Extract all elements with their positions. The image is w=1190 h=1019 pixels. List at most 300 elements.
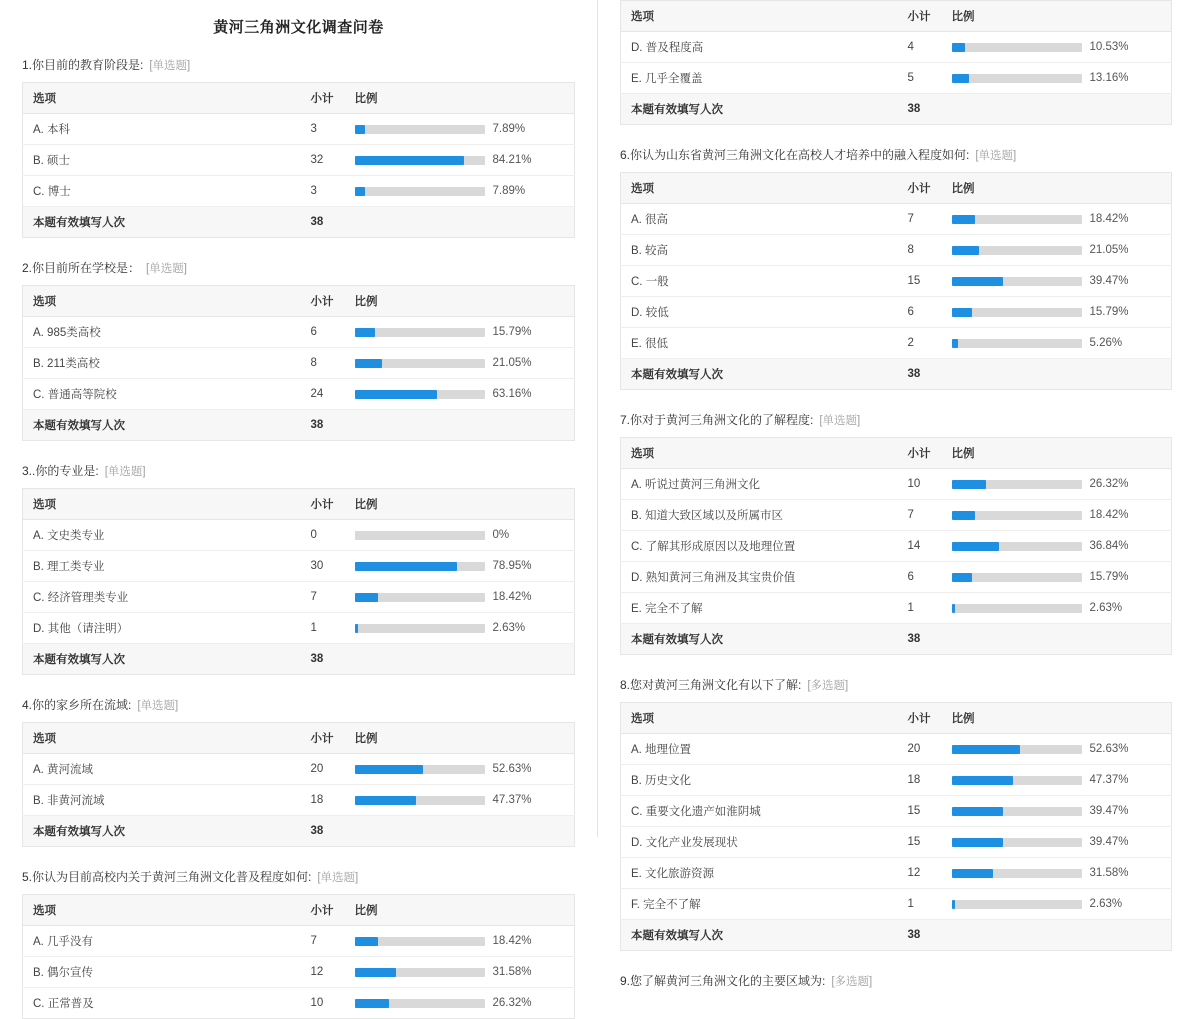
ratio-cell: [942, 204, 1172, 235]
question-text: 4.你的家乡所在流域:: [22, 698, 132, 712]
table-row: [23, 145, 575, 176]
ratio-bar: [355, 154, 565, 166]
option-cell: C. 普通高等院校: [23, 379, 301, 410]
results-table: [22, 82, 575, 238]
column-header-ratio: 比例: [345, 83, 575, 114]
column-header-count: 小计: [301, 83, 345, 114]
table-total-row: [621, 920, 1172, 951]
total-blank: [345, 410, 575, 441]
column-header-option: 选项: [621, 1, 898, 32]
bar-track: [952, 869, 1082, 878]
option-cell: C. 经济管理类专业: [23, 582, 301, 613]
bar-fill: [355, 187, 365, 196]
ratio-label: 7.89%: [492, 185, 526, 197]
ratio-label: 21.05%: [1089, 244, 1129, 256]
table-row: [621, 858, 1172, 889]
column-header-ratio: 比例: [942, 1, 1172, 32]
option-cell: C. 一般: [621, 266, 898, 297]
ratio-cell: [942, 593, 1172, 624]
question-type: [单选题]: [104, 466, 146, 478]
option-cell: F. 完全不了解: [621, 889, 898, 920]
count-cell: 24: [301, 379, 345, 410]
ratio-cell: [345, 582, 575, 613]
ratio-cell: [942, 32, 1172, 63]
table-header-row: [23, 489, 575, 520]
ratio-bar: [952, 898, 1162, 910]
ratio-cell: [942, 531, 1172, 562]
ratio-label: 18.42%: [492, 935, 532, 947]
question-heading: [22, 697, 575, 714]
table-row: [621, 796, 1172, 827]
option-cell: D. 其他（请注明）: [23, 613, 301, 644]
results-table: [620, 172, 1172, 390]
option-cell: E. 完全不了解: [621, 593, 898, 624]
table-total-row: [23, 644, 575, 675]
table-header-row: [23, 895, 575, 926]
ratio-cell: [942, 562, 1172, 593]
ratio-label: 47.37%: [492, 794, 532, 806]
total-value: 38: [301, 207, 345, 238]
question-text: 2.你目前所在学校是：: [22, 261, 141, 275]
total-blank: [345, 816, 575, 847]
ratio-cell: [942, 796, 1172, 827]
ratio-cell: [345, 613, 575, 644]
table-total-row: [621, 94, 1172, 125]
total-value: 38: [898, 94, 942, 125]
table-row: [621, 204, 1172, 235]
ratio-bar: [355, 388, 565, 400]
table-row: [23, 957, 575, 988]
bar-track: [355, 187, 485, 196]
bar-track: [355, 937, 485, 946]
results-table: [22, 722, 575, 847]
option-cell: E. 很低: [621, 328, 898, 359]
column-header-count: 小计: [898, 438, 942, 469]
ratio-label: 5.26%: [1089, 337, 1123, 349]
total-value: 38: [898, 359, 942, 390]
ratio-label: 26.32%: [492, 997, 532, 1009]
count-cell: 7: [898, 204, 942, 235]
question-heading: [620, 677, 1172, 694]
count-cell: 10: [898, 469, 942, 500]
table-total-row: [621, 359, 1172, 390]
bar-fill: [355, 328, 376, 337]
bar-fill: [952, 900, 955, 909]
left-column: [0, 0, 597, 1010]
ratio-bar: [952, 836, 1162, 848]
question-text: 5.你认为目前高校内关于黄河三角洲文化普及程度如何:: [22, 870, 312, 884]
column-header-option: 选项: [23, 489, 301, 520]
results-table: [620, 437, 1172, 655]
continued-table-container: [620, 0, 1172, 125]
option-cell: C. 博士: [23, 176, 301, 207]
table-total-row: [23, 207, 575, 238]
bar-fill: [952, 246, 979, 255]
count-cell: 5: [898, 63, 942, 94]
count-cell: 0: [301, 520, 345, 551]
count-cell: 7: [898, 500, 942, 531]
count-cell: 12: [301, 957, 345, 988]
table-row: [23, 317, 575, 348]
option-cell: C. 正常普及: [33, 998, 94, 1010]
bar-fill: [355, 999, 389, 1008]
table-header-row: [621, 1, 1172, 32]
option-cell: C. 了解其形成原因以及地理位置: [621, 531, 898, 562]
ratio-cell: [345, 114, 575, 145]
option-cell: B. 硕士: [23, 145, 301, 176]
ratio-bar: [355, 123, 565, 135]
ratio-bar: [952, 743, 1162, 755]
bar-track: [952, 43, 1082, 52]
table-row: [621, 32, 1172, 63]
ratio-bar: [952, 213, 1162, 225]
bar-fill: [355, 624, 358, 633]
count-cell: 30: [301, 551, 345, 582]
ratio-cell: [942, 266, 1172, 297]
question-text: 3..你的专业是:: [22, 464, 99, 478]
ratio-label: 63.16%: [492, 388, 532, 400]
option-cell: B. 偶尔宣传: [23, 957, 301, 988]
ratio-bar: [355, 326, 565, 338]
bar-fill: [952, 480, 986, 489]
count-cell: 1: [898, 889, 942, 920]
table-header-row: [23, 723, 575, 754]
count-cell: 12: [898, 858, 942, 889]
question-text: 6.你认为山东省黄河三角洲文化在高校人才培养中的融入程度如何:: [620, 148, 970, 162]
ratio-cell: [942, 235, 1172, 266]
column-header-ratio: 比例: [345, 286, 575, 317]
ratio-cell: [942, 328, 1172, 359]
column-header-count: 小计: [301, 489, 345, 520]
table-row: [23, 754, 575, 785]
results-table: [22, 894, 575, 1019]
question-heading: [620, 147, 1172, 164]
ratio-label: 10.53%: [1089, 41, 1129, 53]
table-row: [621, 63, 1172, 94]
option-cell: A. 本科: [23, 114, 301, 145]
ratio-bar: [952, 41, 1162, 53]
table-row: [621, 235, 1172, 266]
bar-fill: [355, 765, 423, 774]
results-table: [22, 488, 575, 675]
column-header-option: 选项: [621, 173, 898, 204]
count-cell: 7: [301, 582, 345, 613]
table-row: [621, 827, 1172, 858]
total-blank: [942, 94, 1172, 125]
ratio-cell: [345, 785, 575, 816]
bar-track: [952, 480, 1082, 489]
table-row: [621, 266, 1172, 297]
ratio-label: 39.47%: [1089, 836, 1129, 848]
bar-fill: [952, 74, 969, 83]
total-value: 38: [301, 816, 345, 847]
bar-fill: [355, 968, 396, 977]
column-header-count: 小计: [301, 286, 345, 317]
option-cell: E. 几乎全覆盖: [621, 63, 898, 94]
count-cell: 14: [898, 531, 942, 562]
total-label: 本题有效填写人次: [621, 94, 898, 125]
bar-fill: [952, 573, 973, 582]
question-text: 7.你对于黄河三角洲文化的了解程度:: [620, 413, 814, 427]
option-cell: B. 历史文化: [621, 765, 898, 796]
ratio-label: 84.21%: [492, 154, 532, 166]
ratio-cell: [345, 988, 575, 1019]
ratio-label: 52.63%: [1089, 743, 1129, 755]
question-text: 1.你目前的教育阶段是:: [22, 58, 144, 72]
bar-fill: [952, 308, 973, 317]
bar-track: [952, 604, 1082, 613]
question-type: [单选题]: [317, 872, 359, 884]
table-row: [621, 734, 1172, 765]
question-type: [单选题]: [146, 263, 187, 275]
bar-fill: [952, 807, 1003, 816]
table-header-row: [621, 438, 1172, 469]
ratio-label: 39.47%: [1089, 805, 1129, 817]
column-header-option: 选项: [621, 438, 898, 469]
bar-track: [952, 573, 1082, 582]
trailing-question-heading: [620, 973, 1172, 990]
column-header-option: 选项: [23, 723, 301, 754]
count-cell: 20: [301, 754, 345, 785]
table-row: [621, 765, 1172, 796]
table-row: [621, 328, 1172, 359]
bar-fill: [355, 359, 382, 368]
question-type: [单选题]: [975, 150, 1017, 162]
total-value: 38: [898, 920, 942, 951]
bar-track: [952, 542, 1082, 551]
option-cell: C. 重要文化遗产如淮阴城: [621, 796, 898, 827]
left-question-list: [22, 57, 575, 1019]
total-value: 38: [898, 624, 942, 655]
table-row: [23, 114, 575, 145]
option-cell: D. 普及程度高: [621, 32, 898, 63]
table-row: [23, 988, 575, 1019]
ratio-cell: [942, 765, 1172, 796]
bar-fill: [355, 937, 379, 946]
column-header-option: 选项: [621, 703, 898, 734]
question-type: [单选题]: [137, 700, 179, 712]
count-cell: 1: [301, 613, 345, 644]
count-cell: 20: [898, 734, 942, 765]
ratio-cell: [345, 348, 575, 379]
option-cell: E. 文化旅游资源: [621, 858, 898, 889]
ratio-cell: [942, 63, 1172, 94]
option-cell: B. 211类高校: [23, 348, 301, 379]
count-cell: 7: [301, 926, 345, 957]
ratio-label: 31.58%: [492, 966, 532, 978]
count-cell: 8: [898, 235, 942, 266]
bar-fill: [355, 593, 379, 602]
column-header-count: 小计: [301, 895, 345, 926]
results-table: [22, 285, 575, 441]
bar-track: [952, 215, 1082, 224]
ratio-bar: [952, 275, 1162, 287]
bar-track: [355, 796, 485, 805]
bar-fill: [355, 125, 365, 134]
column-header-option: 选项: [23, 895, 301, 926]
ratio-label: 2.63%: [1089, 602, 1123, 614]
table-row: [621, 562, 1172, 593]
column-header-count: 小计: [898, 703, 942, 734]
table-header-row: [621, 703, 1172, 734]
ratio-label: 7.89%: [492, 123, 526, 135]
bar-fill: [952, 215, 976, 224]
bar-fill: [355, 562, 458, 571]
results-table: [620, 702, 1172, 951]
option-cell: D. 文化产业发展现状: [621, 827, 898, 858]
question-heading: [22, 57, 575, 74]
ratio-bar: [952, 72, 1162, 84]
total-value: 38: [301, 644, 345, 675]
ratio-bar: [355, 966, 565, 978]
bar-fill: [355, 796, 417, 805]
total-blank: [942, 359, 1172, 390]
bar-fill: [355, 156, 464, 165]
table-header-row: [23, 83, 575, 114]
bar-fill: [952, 43, 966, 52]
ratio-label: 2.63%: [1089, 898, 1123, 910]
right-question-list: [620, 147, 1172, 951]
ratio-bar: [952, 540, 1162, 552]
ratio-bar: [355, 935, 565, 947]
ratio-bar: [355, 763, 565, 775]
bar-fill: [952, 745, 1020, 754]
bar-track: [952, 807, 1082, 816]
question-text: 8.您对黄河三角洲文化有以下了解:: [620, 678, 802, 692]
question-type: [单选题]: [819, 415, 861, 427]
bar-track: [355, 562, 485, 571]
ratio-label: 26.32%: [1089, 478, 1129, 490]
ratio-cell: [345, 520, 575, 551]
ratio-label: 0%: [492, 529, 510, 541]
ratio-bar: [952, 805, 1162, 817]
bar-fill: [952, 277, 1003, 286]
bar-track: [355, 999, 485, 1008]
option-cell: B. 较高: [621, 235, 898, 266]
bar-fill: [952, 511, 976, 520]
total-label: 本题有效填写人次: [23, 207, 301, 238]
ratio-bar: [952, 244, 1162, 256]
ratio-cell: [942, 734, 1172, 765]
total-label: 本题有效填写人次: [621, 624, 898, 655]
bar-track: [355, 624, 485, 633]
ratio-label: 18.42%: [1089, 509, 1129, 521]
count-cell: 6: [301, 317, 345, 348]
bar-track: [952, 246, 1082, 255]
count-cell: 18: [898, 765, 942, 796]
option-cell: A. 几乎没有: [23, 926, 301, 957]
table-row: [23, 176, 575, 207]
bar-fill: [952, 776, 1014, 785]
total-label: 本题有效填写人次: [621, 359, 898, 390]
table-row: [23, 926, 575, 957]
bar-track: [952, 776, 1082, 785]
bar-track: [355, 968, 485, 977]
table-row: [621, 500, 1172, 531]
bar-fill: [952, 604, 955, 613]
ratio-label: 21.05%: [492, 357, 532, 369]
question-type: [多选题]: [807, 680, 849, 692]
question-heading: [22, 463, 575, 480]
count-cell: 6: [898, 297, 942, 328]
option-cell: A. 黄河流域: [23, 754, 301, 785]
bar-track: [355, 359, 485, 368]
question-heading: [620, 973, 1172, 990]
ratio-label: 78.95%: [492, 560, 532, 572]
bar-fill: [952, 869, 993, 878]
total-blank: [345, 207, 575, 238]
ratio-bar: [355, 560, 565, 572]
ratio-cell: [942, 297, 1172, 328]
ratio-label: 31.58%: [1089, 867, 1129, 879]
ratio-bar: [952, 867, 1162, 879]
ratio-bar: [355, 591, 565, 603]
ratio-label: 52.63%: [492, 763, 532, 775]
table-row: [23, 785, 575, 816]
results-table: [620, 0, 1172, 125]
ratio-bar: [355, 997, 565, 1009]
bar-track: [355, 593, 485, 602]
ratio-cell: [942, 889, 1172, 920]
bar-track: [952, 339, 1082, 348]
table-row: [23, 551, 575, 582]
ratio-cell: [345, 379, 575, 410]
bar-track: [952, 838, 1082, 847]
bar-fill: [952, 838, 1003, 847]
count-cell: 6: [898, 562, 942, 593]
bar-fill: [355, 390, 437, 399]
table-row: [621, 889, 1172, 920]
question-heading: [22, 869, 575, 886]
ratio-cell: [345, 145, 575, 176]
count-cell: 15: [898, 796, 942, 827]
ratio-cell: [345, 926, 575, 957]
ratio-cell: [345, 176, 575, 207]
bar-track: [952, 511, 1082, 520]
column-header-count: 小计: [301, 723, 345, 754]
total-label: 本题有效填写人次: [23, 410, 301, 441]
ratio-cell: [345, 551, 575, 582]
bar-track: [355, 328, 485, 337]
question-text: 9.您了解黄河三角洲文化的主要区域为:: [620, 974, 826, 988]
option-cell: A. 很高: [621, 204, 898, 235]
total-blank: [942, 624, 1172, 655]
count-cell: 15: [898, 266, 942, 297]
ratio-cell: [942, 500, 1172, 531]
table-header-row: [23, 286, 575, 317]
count-cell: 2: [898, 328, 942, 359]
column-header-ratio: 比例: [345, 489, 575, 520]
ratio-bar: [355, 529, 565, 541]
total-label: 本题有效填写人次: [23, 816, 301, 847]
ratio-label: 2.63%: [492, 622, 526, 634]
bar-track: [952, 277, 1082, 286]
count-cell: 18: [301, 785, 345, 816]
bar-track: [355, 156, 485, 165]
ratio-bar: [952, 602, 1162, 614]
table-row: [23, 582, 575, 613]
column-header-option: 选项: [23, 83, 301, 114]
total-label: 本题有效填写人次: [621, 920, 898, 951]
count-cell: 3: [301, 176, 345, 207]
option-cell: A. 985类高校: [23, 317, 301, 348]
table-header-row: [621, 173, 1172, 204]
table-total-row: [23, 410, 575, 441]
bar-track: [355, 390, 485, 399]
count-cell: 15: [898, 827, 942, 858]
bar-track: [355, 125, 485, 134]
total-blank: [942, 920, 1172, 951]
